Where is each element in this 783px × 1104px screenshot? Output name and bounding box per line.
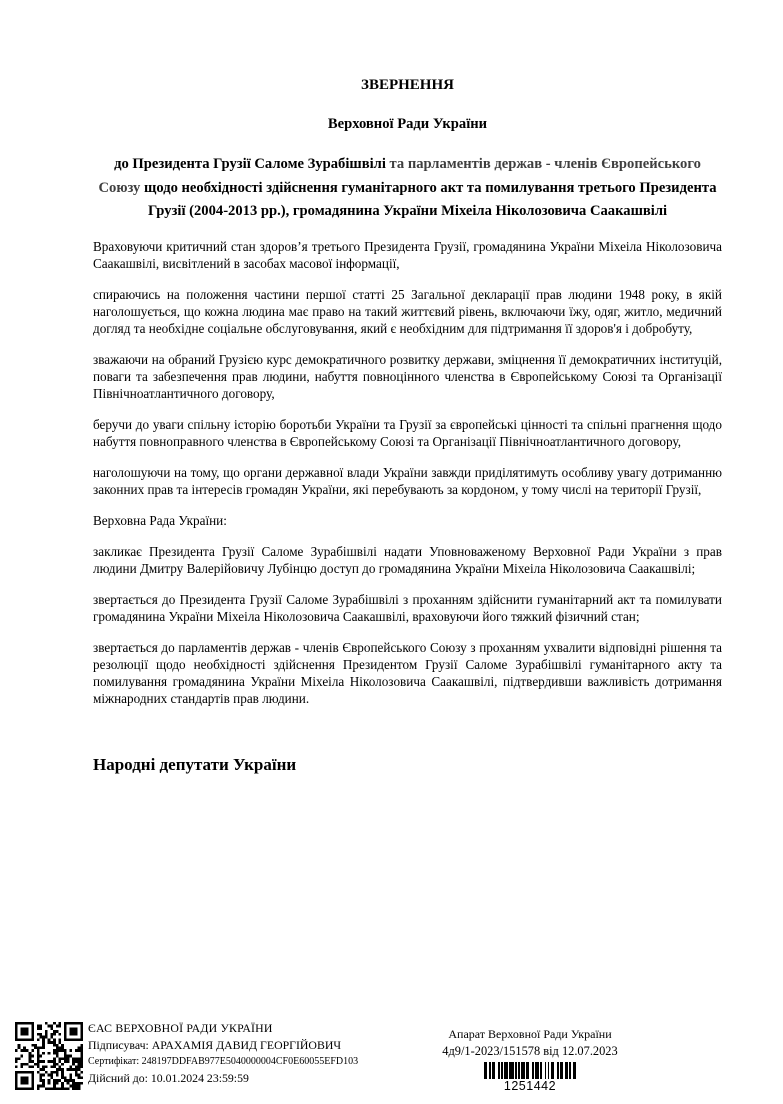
barcode-number: 1251442 (503, 1079, 557, 1093)
document-heading (93, 153, 722, 224)
signature-line: Народні депутати України (93, 754, 297, 774)
document-title: ЗВЕРНЕННЯ (361, 77, 454, 93)
heading-subject: щодо необхідності здійснення гуманітарного акт та помилування третього Президента Грузії (2004-2013 рр.), громадянина України Міхеіла Ніколозовича Саакашвілі (144, 179, 717, 219)
registration-stamp-block (418, 1026, 642, 1094)
stamp-signer-line: Підписувач: АРАХАМІЯ ДАВИД ГЕОРГІЙОВИЧ (88, 1038, 342, 1052)
resolution-lead: Верховна Рада України: (93, 512, 227, 528)
registration-org: Апарат Верховної Ради України (448, 1027, 612, 1041)
resolution-item-1: закликає Президента Грузії Саломе Зурабішвілі надати Уповноваженому Верховної Ради України з прав людини Дмитру Валерійовичу Лубінцю доступ до громадянина України Міхеіла Ніколозовича Саакашвілі; (93, 543, 722, 576)
stamp-certificate-line: Сертифікат: 248197DDFAB977E5040000004CF0E60055EFD103 (88, 1056, 359, 1067)
paragraph-preamble-4: беручи до уваги спільну історію боротьби України та Грузії за європейські цінності та спільні прагнення щодо набуття повноправного членства в Європейському Союзі та Організації Північноатлантичного договору, (93, 416, 722, 449)
paragraph-preamble-1: Враховуючи критичний стан здоров’я третього Президента Грузії, громадянина України Міхеіла Ніколозовича Саакашвілі, висвітлений в засобах масової інформації, (93, 238, 722, 271)
stamp-system-name: ЄАС ВЕРХОВНОЇ РАДИ УКРАЇНИ (88, 1021, 273, 1035)
paragraph-preamble-2: спираючись на положення частини першої статті 25 Загальної декларації прав людини 1948 року, в якій наголошується, що кожна людина має право на такий життєвий рівень, включаючи їжу, одяг, житло, медичний догляд та необхідне соціальне обслуговування, який є необхідним для підтримання її здоров'я і добробуту, (93, 286, 722, 336)
registration-reference: 4д9/1-2023/151578 від 12.07.2023 (442, 1044, 618, 1058)
signature-stamp-block (88, 1021, 418, 1086)
resolution-item-3: звертається до парламентів держав - членів Європейського Союзу з проханням ухвалити відповідні рішення та резолюції щодо необхідності здійснення Президентом Грузії Саломе Зурабішвілі гуманітарного акту та помилування громадянина України Міхеіла Ніколозовича Саакашвілі, підтвердивши важливість дотримання міжнародних стандартів прав людини. (93, 639, 722, 706)
resolution-item-2: звертається до Президента Грузії Саломе Зурабішвілі з проханням здійснити гуманітарний акт та помилувати громадянина України Міхеіла Ніколозовича Саакашвілі, враховуючи його тяжкий фізичний стан; (93, 591, 722, 624)
stamp-validity-line: Дійсний до: 10.01.2024 23:59:59 (88, 1071, 249, 1085)
qr-code-icon (15, 1022, 83, 1090)
document-issuer: Верховної Ради України (327, 116, 488, 132)
heading-addressee: до Президента Грузії Саломе Зурабішвілі (114, 156, 390, 172)
barcode-icon (418, 1062, 642, 1079)
paragraph-preamble-5: наголошуючи на тому, що органи державної влади України завжди приділятимуть особливу увагу дотриманню законних прав та інтересів громадян України, які перебувають за кордоном, у тому числі на території Грузії, (93, 464, 722, 497)
heading-addressee-extra: та парламентів держав - членів Європейського Союзу (98, 156, 701, 196)
paragraph-preamble-3: зважаючи на обраний Грузією курс демократичного розвитку держави, зміцнення її демократичних інституцій, поваги та забезпечення прав людини, набуття повноцінного членства в Європейському Союзі та Організації Північноатлантичного договору, (93, 351, 722, 401)
document-body (93, 70, 722, 775)
